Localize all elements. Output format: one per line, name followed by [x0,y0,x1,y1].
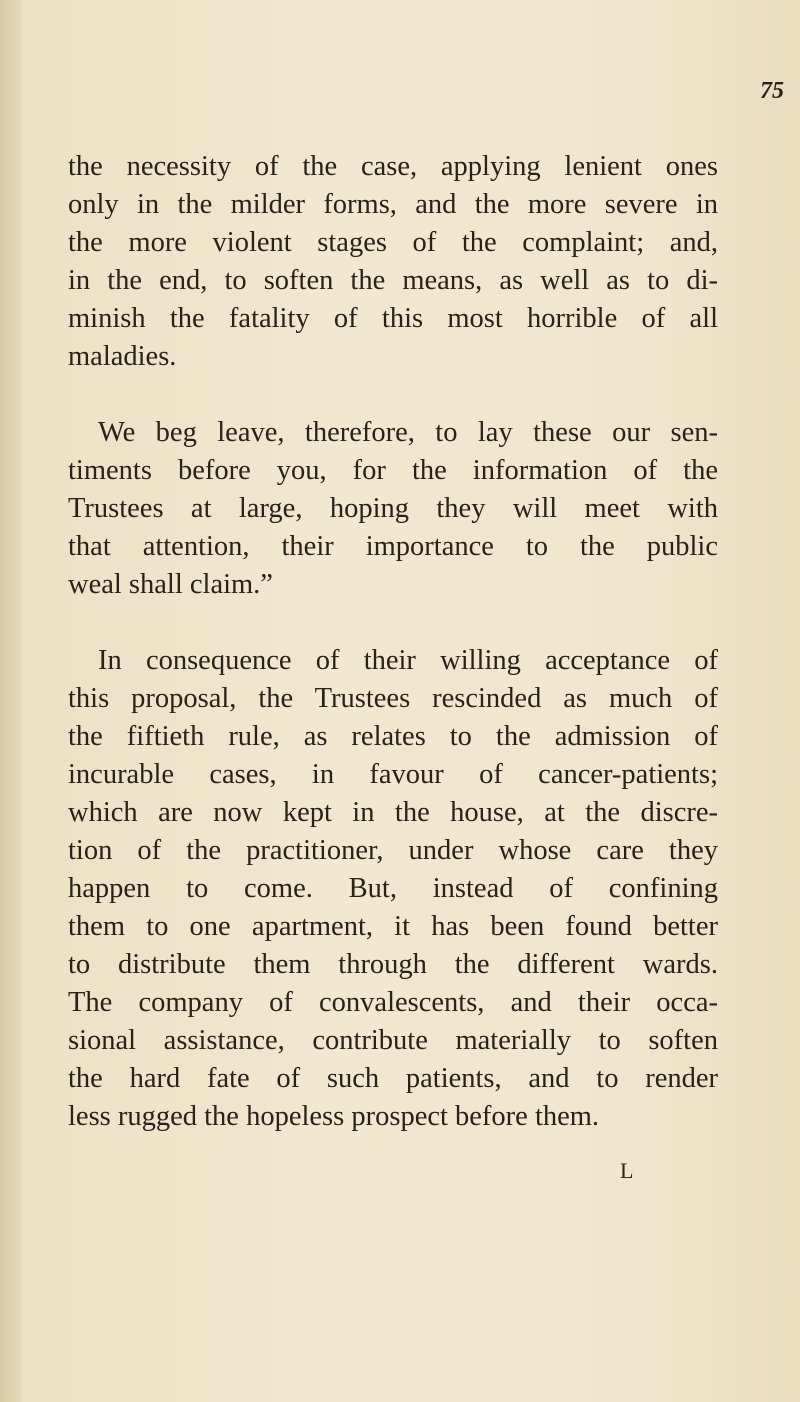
text-line: minish the fatality of this most horrible of all [68,303,718,334]
body-text [68,148,718,1174]
text-line: timents before you, for the information of the [68,455,718,486]
page-gutter-shadow [0,0,22,1402]
paragraph-1 [68,148,718,376]
text-line: the hard fate of such patients, and to render [68,1063,718,1094]
text-line: sional assistance, contribute materially to soften [68,1025,718,1056]
paragraph-2 [68,414,718,604]
text-line: We beg leave, therefore, to lay these our sen- [98,417,718,448]
text-line: weal shall claim.” [68,569,273,600]
text-line: The company of convalescents, and their occa- [68,987,718,1018]
page-number: 75 [760,78,784,104]
signature-mark: L [620,1158,634,1183]
text-line: less rugged the hopeless prospect before them. [68,1101,600,1132]
text-line: the necessity of the case, applying lenient ones [68,151,718,182]
text-line: the more violent stages of the complaint; and, [68,227,718,258]
text-line: tion of the practitioner, under whose care they [68,835,718,866]
text-line: this proposal, the Trustees rescinded as much of [68,683,718,714]
text-line: incurable cases, in favour of cancer-patients; [68,759,718,790]
text-line: which are now kept in the house, at the discre- [68,797,718,828]
text-line: only in the milder forms, and the more severe in [68,189,718,220]
text-line: Trustees at large, hoping they will meet with [68,493,718,524]
text-line: In consequence of their willing acceptance of [98,645,718,676]
text-line: the fiftieth rule, as relates to the admission of [68,721,718,752]
text-line: happen to come. But, instead of confining [68,873,718,904]
text-line: that attention, their importance to the public [68,531,718,562]
text-line: to distribute them through the different wards. [68,949,718,980]
paragraph-3 [68,642,718,1136]
text-line: them to one apartment, it has been found better [68,911,718,942]
text-line: maladies. [68,341,177,372]
text-line: in the end, to soften the means, as well as to di- [68,265,718,296]
